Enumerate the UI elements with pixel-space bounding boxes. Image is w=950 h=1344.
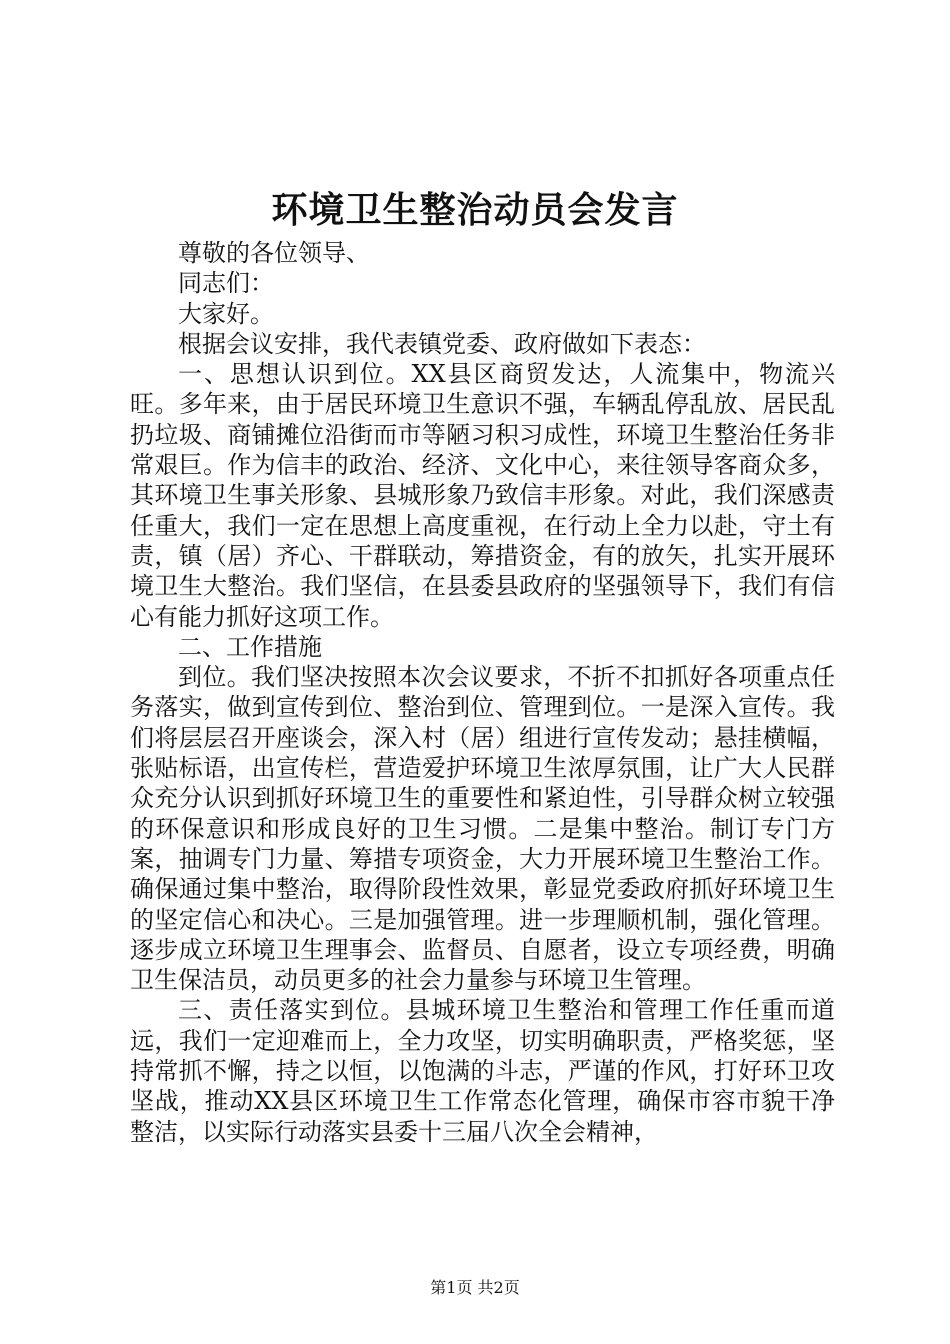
section-one-paragraph: 一、思想认识到位。XX县区商贸发达，人流集中，物流兴旺。多年来，由于居民环境卫生意识不强，车辆乱停乱放、居民乱扔垃圾、商铺摊位沿街而市等陋习积习成性，环境卫生整治任务非常艰巨。作为信丰的政治、经济、文化中心，来往领导客商众多，其环境卫生事关形象、县城形象乃致信丰形象。对此，我们深感责任重大，我们一定在思想上高度重视，在行动上全力以赴，守土有责，镇（居）齐心、干群联动，筹措资金，有的放矢，扎实开展环境卫生大整治。我们坚信，在县委县政府的坚强领导下，我们有信心有能力抓好这项工作。 <box>130 360 835 631</box>
document-body <box>130 238 835 1147</box>
page-footer: 第1页 共2页 <box>430 1278 520 1297</box>
salutation-line: 同志们： <box>178 269 274 298</box>
section-three-paragraph: 三、责任落实到位。县城环境卫生整治和管理工作任重而道远，我们一定迎难而上，全力攻坚，切实明确职责，严格奖惩，坚持常抓不懈，持之以恒，以饱满的斗志，严谨的作风，打好环卫攻坚战，推动XX县区环境卫生工作常态化管理，确保市容市貌干净整洁，以实际行动落实县委十三届八次全会精神， <box>130 996 835 1146</box>
intro-paragraph: 根据会议安排，我代表镇党委、政府做如下表态： <box>178 329 706 358</box>
section-two-paragraph: 到位。我们坚决按照本次会议要求，不折不扣抓好各项重点任务落实，做到宣传到位、整治到位、管理到位。一是深入宣传。我们将层层召开座谈会，深入村（居）组进行宣传发动；悬挂横幅，张贴标语，出宣传栏，营造爱护环境卫生浓厚氛围，让广大人民群众充分认识到抓好环境卫生的重要性和紧迫性，引导群众树立较强的环保意识和形成良好的卫生习惯。二是集中整治。制订专门方案，抽调专门力量、筹措专项资金，大力开展环境卫生整治工作。确保通过集中整治，取得阶段性效果，彰显党委政府抓好环境卫生的坚定信心和决心。三是加强管理。进一步理顺机制，强化管理。逐步成立环境卫生理事会、监督员、自愿者，设立专项经费，明确卫生保洁员，动员更多的社会力量参与环境卫生管理。 <box>130 663 835 995</box>
document-title: 环境卫生整治动员会发言 <box>271 189 679 231</box>
section-two-heading: 二、工作措施 <box>178 632 322 661</box>
salutation-line: 尊敬的各位领导、 <box>178 239 370 267</box>
greeting-line: 大家好。 <box>178 299 274 328</box>
